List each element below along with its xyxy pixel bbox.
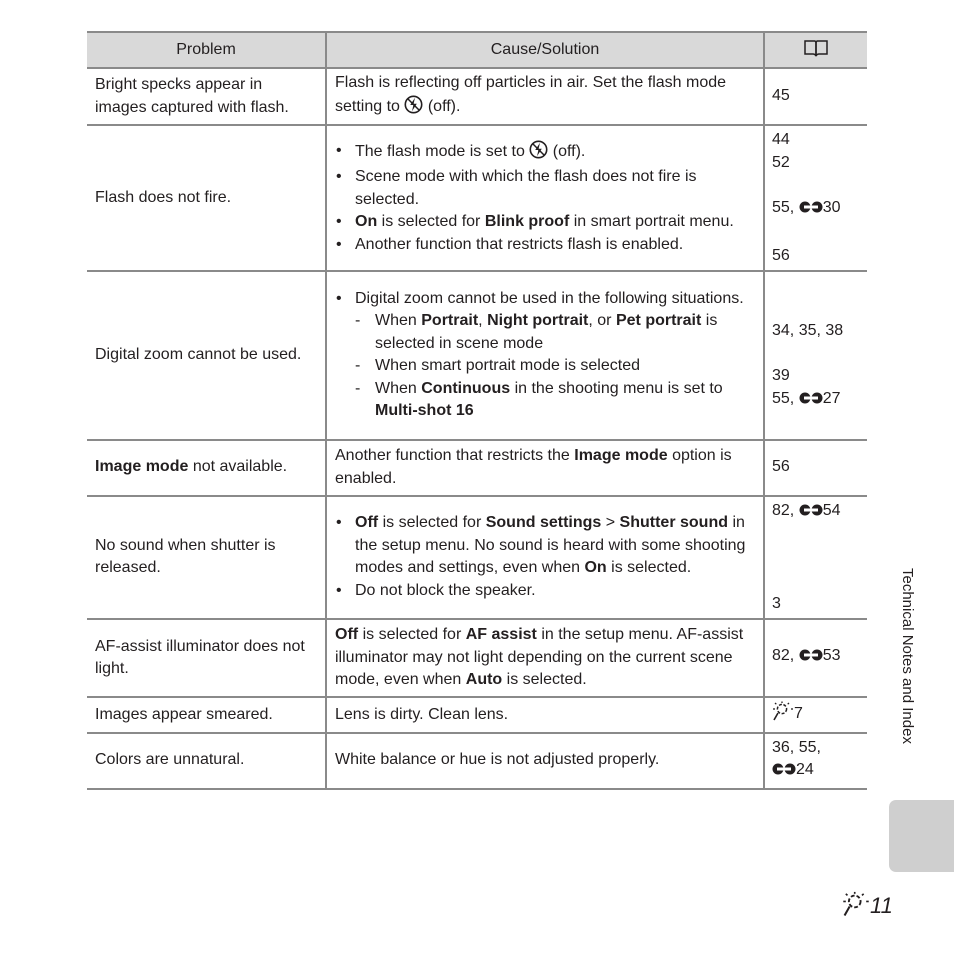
page-cell — [764, 125, 867, 271]
cause-text: Flash is reflecting off particles in air. Set the flash mode setting to — [335, 74, 727, 115]
cause-text: Another function that restricts the — [335, 447, 570, 464]
bullet-text: Scene mode with which the flash does not fire is selected. — [355, 168, 697, 208]
bold-term: Portrait — [421, 312, 479, 330]
dash-text: , or — [588, 312, 612, 330]
flash-off-icon — [529, 140, 548, 167]
page-ref — [772, 197, 865, 223]
bullet-text: The flash mode is set to — [355, 142, 525, 160]
problem-cell — [87, 440, 326, 496]
table-row — [87, 619, 867, 697]
table-row — [87, 271, 867, 440]
page-ref: 44 — [772, 131, 790, 148]
page-ref: 3 — [772, 594, 781, 612]
bold-term: Blink proof — [484, 213, 570, 231]
page-ref — [772, 500, 865, 526]
page-cell — [764, 68, 867, 125]
technical-notes-icon — [842, 891, 870, 925]
table-row — [87, 496, 867, 620]
dash-text: When — [375, 312, 417, 330]
problem-cell — [87, 697, 326, 733]
page-cell — [764, 271, 867, 440]
problem-text: Colors are unnatural. — [95, 751, 245, 769]
problem-cell — [87, 68, 326, 125]
flash-off-icon — [404, 95, 423, 122]
bullet-text: > — [605, 514, 616, 532]
page-ref — [772, 759, 865, 785]
cause-text: (off). — [427, 97, 461, 115]
reference-section-icon — [799, 199, 823, 223]
list-item — [335, 140, 756, 167]
list-item — [355, 355, 756, 378]
bold-term: Auto — [465, 671, 503, 689]
page-cell — [764, 619, 867, 697]
problem-text: not available. — [192, 458, 288, 476]
page-ref-text: 82, — [772, 501, 795, 519]
bold-term: Off — [355, 514, 379, 532]
bullet-list — [335, 140, 756, 257]
problem-cell — [87, 271, 326, 440]
page-cell — [764, 733, 867, 789]
problem-text: Bright specks appear in images captured with flash. — [95, 76, 289, 116]
cause-text: option is enabled. — [335, 447, 732, 487]
cause-cell — [326, 496, 764, 620]
page-ref-text: 54 — [822, 501, 841, 519]
section-tab-label: Technical Notes and Index — [899, 568, 916, 744]
page-ref: 45 — [772, 87, 790, 105]
page-ref: 56 — [772, 246, 790, 264]
page-ref-text: 82, — [772, 647, 795, 665]
page-ref-text: 24 — [796, 761, 814, 778]
troubleshooting-table — [87, 31, 867, 790]
page-ref-text: 55, — [772, 389, 795, 407]
header-cause-solution: Cause/Solution — [326, 32, 764, 68]
bullet-text: in the setup menu. No sound is heard with some shooting modes and settings, even when — [355, 514, 746, 577]
reference-section-icon — [772, 761, 796, 785]
problem-cell — [87, 619, 326, 697]
page-number — [842, 891, 893, 925]
bullet-text: in smart portrait menu. — [573, 213, 734, 231]
problem-text: Images appear smeared. — [95, 705, 273, 723]
page-ref-text: 7 — [794, 705, 803, 722]
page-ref — [772, 388, 865, 414]
bullet-text: is selected for — [381, 213, 481, 231]
bullet-text: is selected. — [611, 559, 692, 577]
bullet-list — [335, 512, 756, 602]
page-cell — [764, 697, 867, 733]
header-problem: Problem — [87, 32, 326, 68]
bold-term: Sound settings — [485, 514, 602, 532]
page-ref: 34, 35, 38 — [772, 322, 844, 339]
bullet-text: is selected for — [382, 514, 482, 532]
list-item — [335, 166, 756, 211]
page-ref-text: 55, — [772, 198, 795, 216]
list-item — [355, 310, 756, 355]
cause-cell — [326, 733, 764, 789]
cause-cell — [326, 697, 764, 733]
table-row — [87, 440, 867, 496]
table-row — [87, 125, 867, 271]
dash-text: in the shooting menu is set to — [514, 379, 723, 397]
page-ref: 56 — [772, 458, 790, 476]
problem-text: Digital zoom cannot be used. — [95, 346, 302, 363]
list-item — [335, 580, 756, 603]
reference-section-icon — [799, 647, 823, 671]
cause-text: is selected for — [362, 626, 462, 644]
bold-term: Image mode — [574, 447, 668, 464]
cause-text: is selected. — [506, 671, 587, 689]
list-item — [335, 288, 756, 423]
bold-term: Image mode — [95, 458, 189, 476]
problem-text: Flash does not fire. — [95, 188, 232, 206]
section-side-tab — [889, 556, 954, 872]
page-ref: 36, 55, — [772, 738, 821, 756]
bullet-list — [335, 288, 756, 423]
table-row — [87, 733, 867, 789]
dash-text: is selected in scene mode — [375, 312, 718, 352]
list-item — [335, 211, 756, 234]
reference-section-icon — [799, 502, 823, 526]
cause-text: Lens is dirty. Clean lens. — [335, 705, 509, 723]
bold-term: AF assist — [465, 626, 537, 644]
technical-notes-icon — [772, 701, 794, 729]
cause-cell — [326, 125, 764, 271]
page-ref-text: 30 — [822, 198, 841, 216]
page-cell — [764, 496, 867, 620]
list-item — [335, 512, 756, 580]
list-item — [355, 378, 756, 423]
cause-text: White balance or hue is not adjusted properly. — [335, 751, 660, 769]
bold-term: Off — [335, 626, 359, 644]
table-header-row — [87, 32, 867, 68]
dash-list — [355, 310, 756, 423]
problem-cell — [87, 733, 326, 789]
bold-term: Continuous — [421, 379, 511, 397]
cause-text: in the setup menu. AF-assist illuminator may not light depending on the current scene mode, even when — [335, 626, 744, 689]
bold-term: On — [355, 213, 378, 231]
book-icon — [802, 38, 830, 58]
page-ref-text: 53 — [822, 647, 841, 665]
problem-cell — [87, 125, 326, 271]
problem-text: No sound when shutter is released. — [95, 536, 276, 577]
bullet-text: Digital zoom cannot be used in the following situations. — [355, 289, 744, 307]
bullet-text: (off). — [552, 142, 586, 160]
bold-term: Pet portrait — [615, 312, 702, 330]
cause-cell — [326, 271, 764, 440]
bold-term: Night portrait — [487, 312, 589, 330]
section-tab-marker — [889, 800, 954, 872]
bold-term: Multi-shot 16 — [375, 402, 474, 420]
reference-section-icon — [799, 390, 823, 414]
bold-term: Shutter sound — [619, 514, 728, 532]
dash-text: When smart portrait mode is selected — [375, 357, 640, 375]
list-item — [335, 234, 756, 257]
table-row — [87, 68, 867, 125]
bold-term: On — [584, 559, 607, 577]
page-ref-text: 27 — [822, 389, 841, 407]
bullet-text: Another function that restricts flash is enabled. — [355, 235, 684, 253]
problem-text: AF-assist illuminator does not light. — [95, 637, 305, 677]
header-page-ref — [764, 32, 867, 68]
page-number-value: 11 — [870, 893, 893, 918]
dash-text: , — [478, 312, 483, 330]
table-row — [87, 697, 867, 733]
cause-cell — [326, 440, 764, 496]
dash-text: When — [375, 379, 417, 397]
page-cell — [764, 440, 867, 496]
page-ref: 39 — [772, 367, 790, 384]
cause-cell — [326, 68, 764, 125]
bullet-text: Do not block the speaker. — [355, 581, 536, 599]
page-ref: 52 — [772, 153, 790, 171]
problem-cell — [87, 496, 326, 620]
cause-cell — [326, 619, 764, 697]
